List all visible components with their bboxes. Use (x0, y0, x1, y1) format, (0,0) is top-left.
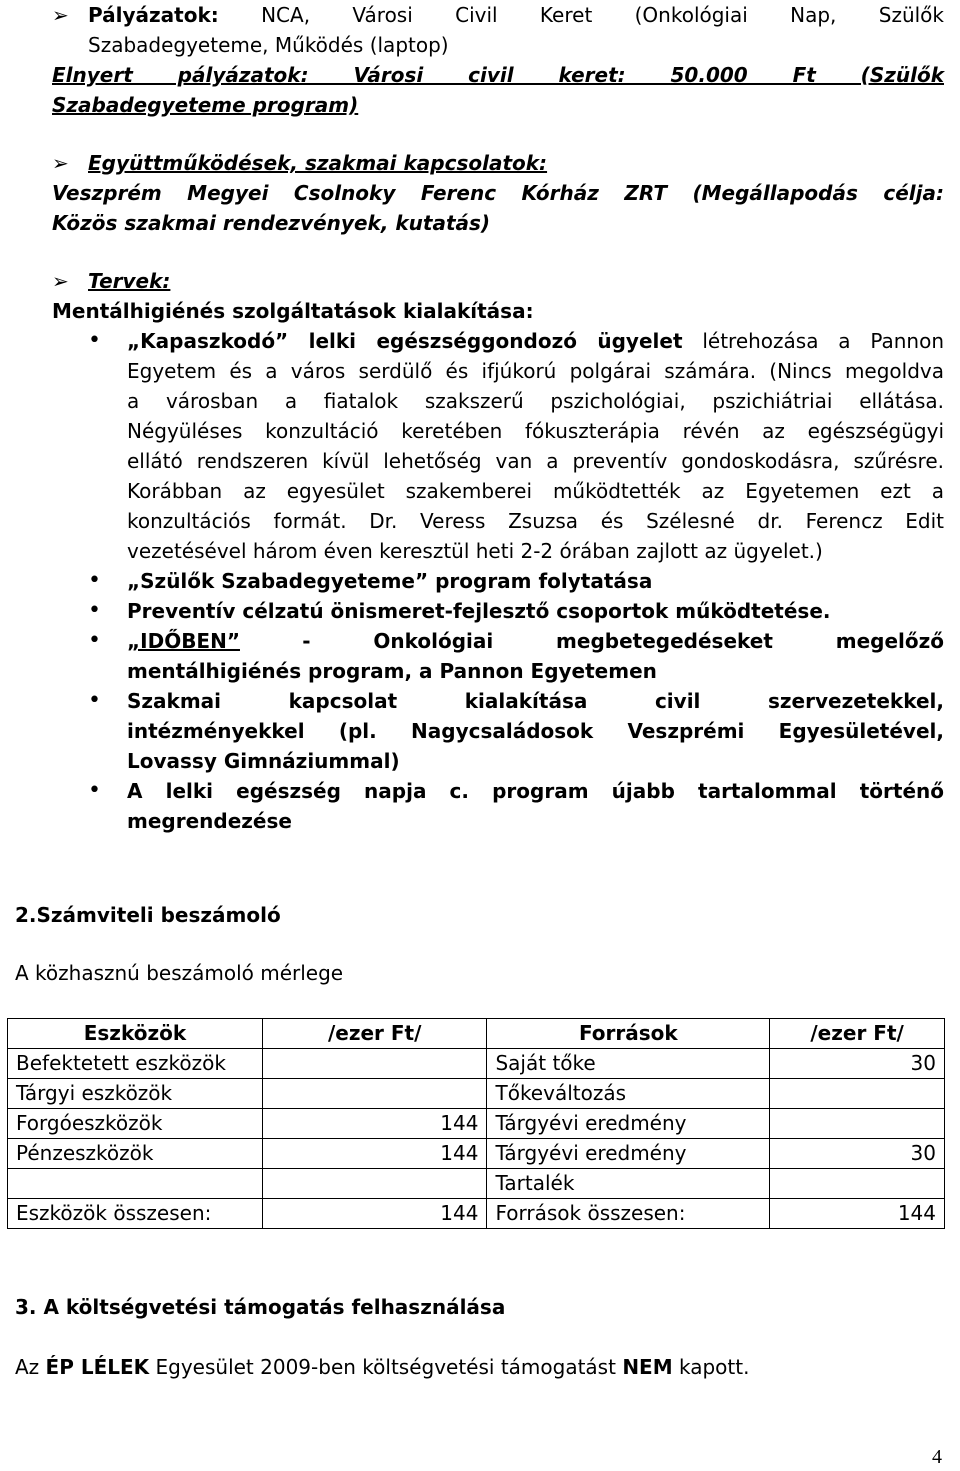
balance-sheet-subheading: A közhasznú beszámoló mérlege (15, 961, 344, 985)
plans-item1-line4: Négyüléses konzultáció keretében fókuszterápia révén az egészségügyi (127, 419, 944, 443)
table-cell (8, 1169, 263, 1199)
page-number: 4 (932, 1446, 942, 1468)
cooperation-line2: Közös szakmai rendezvények, kutatás) (52, 211, 491, 235)
palyazatok-line1 (88, 0, 944, 30)
won-grants-line1: Elnyert pályázatok: Városi civil keret: 50.000 Ft (Szülők (52, 63, 944, 87)
bullet-icon: • (88, 778, 101, 803)
plans-subheading: Mentálhigiénés szolgáltatások kialakítása: (52, 299, 534, 323)
palyazatok-line2: Szabadegyeteme, Működés (laptop) (88, 33, 449, 57)
balance-sheet-table (7, 1018, 945, 1229)
table-cell (262, 1079, 487, 1109)
arrow-bullet-icon: ➢ (52, 3, 69, 27)
table-cell: 144 (770, 1199, 945, 1229)
plans-item1-line3: a városban a fiatalok szakszerű pszichológiai, pszichiátriai ellátása. (127, 389, 944, 413)
plans-item5-line2: intézményekkel (pl. Nagycsaládosok Veszprémi Egyesületével, (127, 719, 944, 743)
plans-item5-line1: Szakmai kapcsolat kialakítása civil szervezetekkel, (127, 689, 944, 713)
table-header-cell: /ezer Ft/ (770, 1019, 945, 1049)
plans-item1-line1: „Kapaszkodó” lelki egészséggondozó ügyelet létrehozása a Pannon (127, 329, 945, 353)
table-cell (262, 1049, 487, 1079)
bullet-icon: • (88, 568, 101, 593)
plans-item1-line2: Egyetem és a város serdülő és ifjúkorú polgárai számára. (Nincs megoldva (127, 359, 944, 383)
arrow-bullet-icon: ➢ (52, 151, 69, 175)
table-cell: Tárgyévi eredmény (487, 1109, 770, 1139)
table-cell: 144 (262, 1199, 487, 1229)
table-row (8, 1169, 945, 1199)
table-cell: Tartalék (487, 1169, 770, 1199)
plans-item4-line2: mentálhigiénés program, a Pannon Egyetemen (127, 659, 657, 683)
table-cell: Tárgyi eszközök (8, 1079, 263, 1109)
plans-item2: „Szülők Szabadegyeteme” program folytatása (127, 569, 653, 593)
table-cell: Befektetett eszközök (8, 1049, 263, 1079)
budget-support-text: Az ÉP LÉLEK Egyesület 2009-ben költségvetési támogatást NEM kapott. (15, 1355, 750, 1379)
table-row (8, 1199, 945, 1229)
table-cell: Tárgyévi eredmény (487, 1139, 770, 1169)
table-cell (770, 1109, 945, 1139)
plans-item3: Preventív célzatú önismeret-fejlesztő csoportok működtetése. (127, 599, 831, 623)
accounting-heading: 2.Számviteli beszámoló (15, 903, 281, 927)
plans-item5-line3: Lovassy Gimnáziummal) (127, 749, 400, 773)
palyazatok-text: NCA, Városi Civil Keret (Onkológiai Nap, Szülők (261, 3, 944, 27)
table-header-cell: Eszközök (8, 1019, 263, 1049)
table-cell (770, 1079, 945, 1109)
table-cell (770, 1169, 945, 1199)
bullet-icon: • (88, 328, 101, 353)
palyazatok-label: Pályázatok: (88, 3, 219, 27)
table-cell: Tőkeváltozás (487, 1079, 770, 1109)
table-cell (262, 1169, 487, 1199)
table-row (8, 1109, 945, 1139)
won-grants-line2: Szabadegyeteme program) (52, 93, 359, 117)
bullet-icon: • (88, 688, 101, 713)
plans-item1-line7: konzultációs formát. Dr. Veress Zsuzsa és Szélesné dr. Ferencz Edit (127, 509, 944, 533)
table-cell: Eszközök összesen: (8, 1199, 263, 1229)
plans-item1-line8: vezetésével három éven keresztül heti 2-2 órában zajlott az ügyelet.) (127, 539, 823, 563)
table-cell: Saját tőke (487, 1049, 770, 1079)
plans-item1-line5: ellátó rendszeren kívül lehetőség van a preventív gondoskodásra, szűrésre. (127, 449, 944, 473)
table-cell: Források összesen: (487, 1199, 770, 1229)
budget-support-heading: 3. A költségvetési támogatás felhasználása (15, 1295, 506, 1319)
table-header-cell: /ezer Ft/ (262, 1019, 487, 1049)
cooperation-line1: Veszprém Megyei Csolnoky Ferenc Kórház ZRT (Megállapodás célja: (52, 181, 944, 205)
plans-item1-line6: Korábban az egyesület szakemberei működtették az Egyetemen ezt a (127, 479, 944, 503)
table-cell: 144 (262, 1139, 487, 1169)
table-cell: Pénzeszközök (8, 1139, 263, 1169)
table-row (8, 1049, 945, 1079)
table-cell: Forgóeszközök (8, 1109, 263, 1139)
table-cell: 144 (262, 1109, 487, 1139)
arrow-bullet-icon: ➢ (52, 269, 69, 293)
table-cell: 30 (770, 1049, 945, 1079)
plans-item6-line2: megrendezése (127, 809, 292, 833)
table-header-row (8, 1019, 945, 1049)
table-cell: 30 (770, 1139, 945, 1169)
plans-item4-line1: „IDŐBEN” - Onkológiai megbetegedéseket megelőző (127, 629, 944, 653)
table-row (8, 1139, 945, 1169)
plans-label: Tervek: (88, 269, 171, 293)
table-header-cell: Források (487, 1019, 770, 1049)
bullet-icon: • (88, 628, 101, 653)
bullet-icon: • (88, 598, 101, 623)
cooperation-label: Együttműködések, szakmai kapcsolatok: (88, 151, 548, 175)
table-row (8, 1079, 945, 1109)
plans-item6-line1: A lelki egészség napja c. program újabb tartalommal történő (127, 779, 944, 803)
